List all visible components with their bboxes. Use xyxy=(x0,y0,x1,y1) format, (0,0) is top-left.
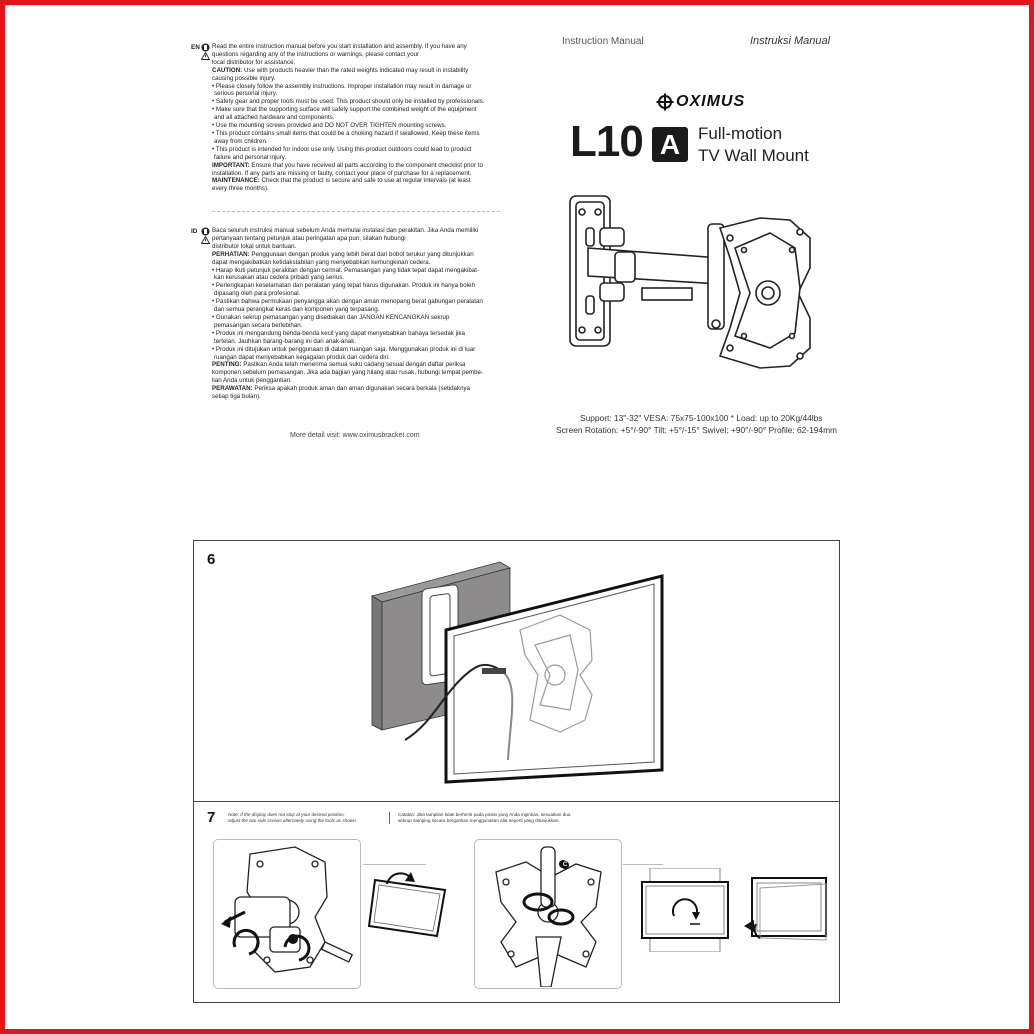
note-id-line-2: sekrup samping secara bergantian menggunakan alat seperti yang ditunjukkan. xyxy=(398,818,560,824)
id-instruction-line: dipasang oleh para profesional. xyxy=(214,290,301,298)
id-instruction-line: dapat mengakibatkan ketidakstabilan yang menyebabkan kemungkinan cedera. xyxy=(212,258,431,266)
en-instruction-line: serious personal injury. xyxy=(214,90,278,98)
warning-icon xyxy=(201,236,210,244)
swivel-tv-illustration xyxy=(742,874,832,946)
en-instruction-line: local distributor for assistance. xyxy=(212,58,296,66)
en-instruction-line: every three months). xyxy=(212,185,269,193)
en-instruction-line: • Use the mounting screws provided and DO NOT OVER TIGHTEN mounting screws. xyxy=(212,122,447,130)
en-instruction-line: • Make sure that the supporting surface will safely support the combined weight of the equipment xyxy=(212,106,477,114)
warning-icon xyxy=(201,52,210,60)
en-instruction-line: • Safety gear and proper tools must be used. This product should only be installed by professionals. xyxy=(212,98,485,106)
english-instructions xyxy=(212,43,504,193)
en-instruction-line: installation. If any parts are missing or faulty, contact your place of purchase for a replacement. xyxy=(212,169,472,177)
step-6-number: 6 xyxy=(207,551,216,568)
id-instruction-line: lian Anda untuk penggantian. xyxy=(212,377,292,385)
en-instruction-line: IMPORTANT: Ensure that you have received all parts according to the component checklist prior to xyxy=(212,161,483,169)
note-en-line-2: adjust the two side screws alternately using the tools as shown. xyxy=(228,818,357,824)
id-instruction-line: • Gunakan sekrup pemasangan yang disediakan dan JANGAN KENCANGKAN sekrup xyxy=(212,313,450,321)
spec-line-1: Support: 13"-32" VESA: 75x75-100x100 * Load: up to 20Kg/44lbs xyxy=(580,413,823,423)
step-6-illustration xyxy=(360,560,670,790)
en-instruction-line: failure and personal injury. xyxy=(214,153,287,161)
id-instruction-line: ruangan dapat menyebabkan kegagalan produk dan cedera diri. xyxy=(214,353,390,361)
id-instruction-line: • Harap ikuti petunjuk perakitan dengan cermat. Pemasangan yang tidak tepat dapat mengakibat- xyxy=(212,266,480,274)
steps-divider xyxy=(193,801,840,802)
connector-line xyxy=(363,864,426,866)
step-7-note-en xyxy=(228,812,357,825)
model-badge xyxy=(652,127,688,162)
id-instruction-line: pertanyaan tentang petunjuk atau peringatan apa pun, silakan hubungi xyxy=(212,234,406,242)
id-instruction-line: komponen sebelum pemasangan. Jika ada bagian yang hilang atau rusak, hubungi tempat pembe- xyxy=(212,369,484,377)
id-instruction-line: distributor lokal untuk bantuan. xyxy=(212,242,297,250)
step-7-number: 7 xyxy=(207,809,216,826)
en-instruction-line: questions regarding any of the instructions or warnings, please contact your xyxy=(212,50,420,58)
note-separator xyxy=(389,812,390,824)
en-instruction-line: and all attached hardware and components. xyxy=(214,114,335,122)
id-instruction-line: PERAWATAN: Periksa apakah produk aman dan aman digunakan secara berkala (setidaknya xyxy=(212,385,471,393)
id-instruction-line: • Produk ini mengandung benda-benda kecil yang dapat menyebabkan bahaya tersedak jika xyxy=(212,329,465,337)
side-screw-adjust-illustration xyxy=(215,842,360,987)
spec-line-2: Screen Rotation: +5°/-90° Tilt: +5°/-15° Swivel: +90°/-90° Profile: 62-194mm xyxy=(556,425,838,435)
part-label-c: C xyxy=(562,862,568,868)
brand-mark-icon xyxy=(655,93,675,111)
brand-name: OXIMUS xyxy=(676,93,746,110)
read-manual-icon xyxy=(201,227,210,236)
en-instruction-line: Read the entire instruction manual before you start installation and assembly. If you have any xyxy=(212,43,467,50)
en-instruction-line: • Please closely follow the assembly instructions. Improper installation may result in damage or xyxy=(212,82,472,90)
header-instruksi-manual: Instruksi Manual xyxy=(750,35,831,47)
more-detail-link[interactable]: More detail visit: www.oximusbracket.com xyxy=(290,432,420,439)
rotate-tv-illustration xyxy=(640,868,730,952)
id-instruction-line: PERHATIAN: Penggunaan dengan produk yang lebih berat dari bobot terukur yang ditunjukkan xyxy=(212,250,474,258)
id-instruction-line: pemasangan secara berlebihan. xyxy=(214,321,303,329)
rotation-screw-illustration xyxy=(476,842,621,987)
indonesian-instructions xyxy=(212,227,504,401)
en-instruction-line: MAINTENANCE: Check that the product is secure and safe to use at regular intervals (at least xyxy=(212,177,471,185)
en-instruction-line: CAUTION: Use with products heavier than the rated weights indicated may result in instability xyxy=(212,66,469,74)
id-instruction-line: • Produk ini ditujukan untuk penggunaan di dalam ruangan saja. Menggunakan produk ini di luar xyxy=(212,345,476,353)
product-name-line1: Full-motion xyxy=(698,124,783,143)
section-divider xyxy=(212,211,500,212)
id-instruction-line: • Pastikan bahwa permukaan penyangga akan dengan aman menopang berat gabungan peralatan xyxy=(212,298,483,306)
model-badge-letter: A xyxy=(659,129,681,160)
en-instruction-line: causing possible injury. xyxy=(212,74,276,82)
tilt-tv-illustration xyxy=(367,868,452,940)
id-instruction-line: dan semua perangkat keras dan komponen yang terpasang. xyxy=(214,306,380,314)
id-instruction-line: • Perlengkapan keselamatan dan peralatan yang tepat harus digunakan. Produk ini hanya boleh xyxy=(212,282,475,290)
id-instruction-line: setiap tiga bulan). xyxy=(212,393,261,401)
lang-code-en: EN xyxy=(191,44,200,51)
tv-wall-mount-product-image xyxy=(560,188,820,388)
step-7-note-id xyxy=(398,812,570,825)
note-en-line-1: Note: If the display does not stop at your desired position, xyxy=(228,812,345,817)
model-number: L10 xyxy=(570,117,643,166)
id-instruction-line: tertelan. Jauhkan barang-barang ini dari anak-anak. xyxy=(214,337,357,345)
id-instruction-line: PENTING: Pastikan Anda telah menerima semua suku cadang sesuai dengan daftar periksa xyxy=(212,361,466,369)
id-instruction-line: kan kerusakan atau cedera pribadi yang serius. xyxy=(214,274,345,282)
en-instruction-line: away from children. xyxy=(214,137,268,145)
brand-logo xyxy=(655,93,755,111)
en-instruction-line: • This product contains small items that could be a choking hazard if swallowed. Keep these items xyxy=(212,129,480,137)
id-instruction-line: Baca seluruh instruksi manual sebelum Anda memulai instalasi dan perakitan. Jika Anda memiliki xyxy=(212,227,479,234)
lang-code-id: ID xyxy=(191,228,198,235)
note-id-line-1: Catatan: Jika tampilan tidak berhenti pada posisi yang Anda inginkan, sesuaikan dua xyxy=(398,812,571,817)
en-instruction-line: • This product is intended for indoor use only. Using this product outdoors could lead to product xyxy=(212,145,472,153)
product-name-line2: TV Wall Mount xyxy=(698,146,809,165)
read-manual-icon xyxy=(201,43,210,52)
header-instruction-manual: Instruction Manual xyxy=(562,36,644,47)
connector-line xyxy=(623,864,663,866)
